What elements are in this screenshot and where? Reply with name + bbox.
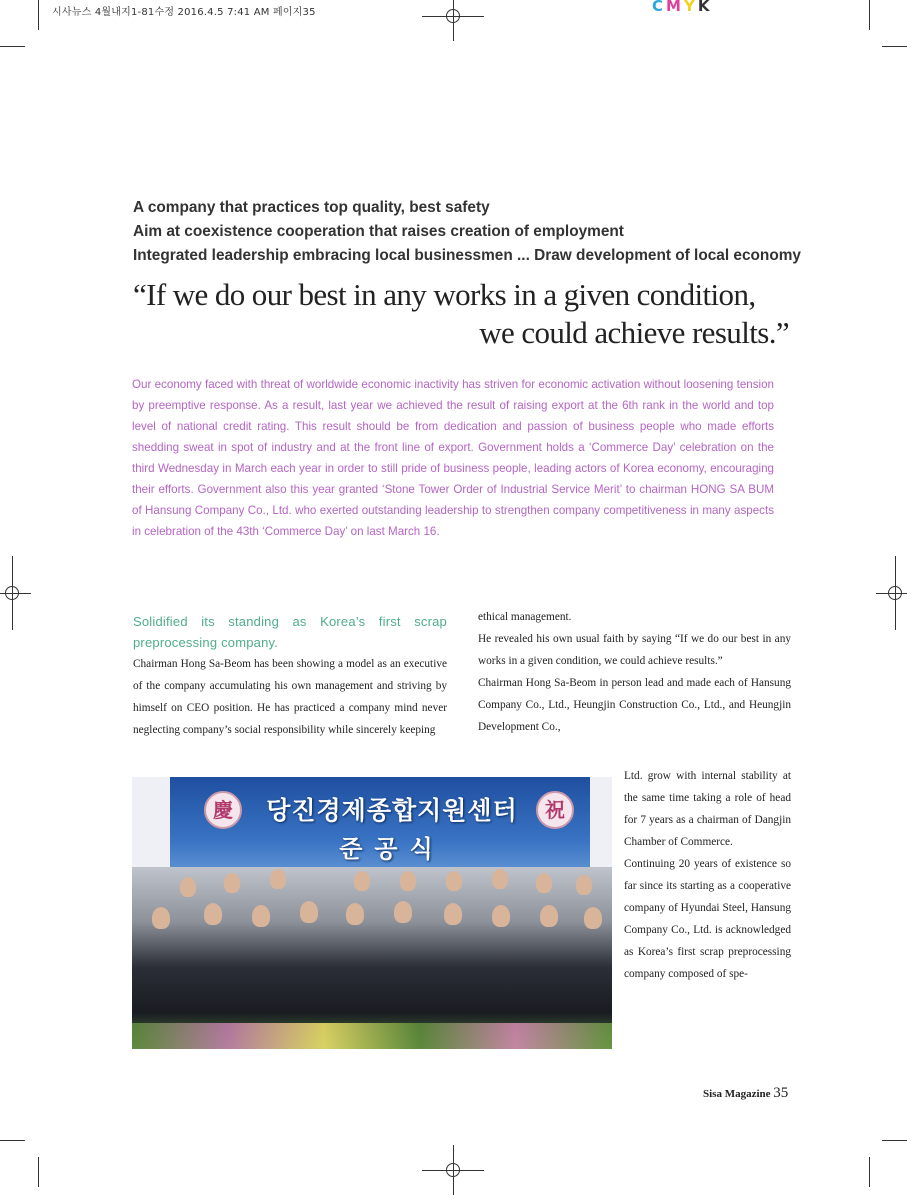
- attendee: [270, 869, 286, 889]
- body-column-right: [478, 606, 791, 738]
- attendee: [446, 871, 462, 891]
- attendee: [394, 901, 412, 923]
- crop-mark: [38, 0, 39, 30]
- registration-mark: [882, 580, 907, 606]
- body-paragraph: Ltd. grow with internal stability at the same time taking a role of head for 7 years as a chairman of Dangjin Chamber of Commerce.: [624, 770, 791, 848]
- cmyk-c: C: [652, 0, 667, 15]
- body-paragraph: ethical management.: [478, 611, 572, 623]
- attendee: [354, 871, 370, 891]
- body-paragraph: He revealed his own usual faith by saying “If we do our best in any works in a given condition, we could achieve results.”: [478, 633, 791, 667]
- magazine-name: Sisa Magazine: [703, 1088, 771, 1100]
- attendee: [540, 905, 558, 927]
- cmyk-label: [652, 0, 712, 15]
- page-number: 35: [773, 1085, 789, 1101]
- registration-mark: [440, 3, 466, 29]
- lede-paragraph: Our economy faced with threat of worldwide economic inactivity has striven for economic activation without loosening tension by preemptive response. As a result, last year we achieved the result of raising export at the 6th rank in the world and top level of national credit rating. This result should be from dedication and passion of business people who made efforts shedding sweat in spot of industry and at the front line of export. Government holds a ‘Commerce Day’ celebration on the third Wednesday in March each year in order to still pride of business people, leading actors of Korea economy, encouraging their efforts. Government also this year granted ‘Stone Tower Order of Industrial Service Merit’ to chairman HONG SA BUM of Hansung Company Co., Ltd. who exerted outstanding leadership to strengthen company competitiveness in many aspects in celebration of the 43th ‘Commerce Day’ on last March 16.: [132, 378, 774, 538]
- attendee: [536, 873, 552, 893]
- cmyk-m: M: [666, 0, 684, 15]
- banner-seal-right: 祝: [536, 791, 574, 829]
- attendee: [400, 871, 416, 891]
- crop-mark: [0, 1140, 25, 1141]
- subhead-line: A company that practices top quality, best safety: [133, 199, 490, 216]
- attendee: [180, 877, 196, 897]
- subhead-line: Aim at coexistence cooperation that raises creation of employment: [133, 223, 624, 240]
- banner-seal-left: 慶: [204, 791, 242, 829]
- attendee: [152, 907, 170, 929]
- crop-mark: [0, 46, 25, 47]
- body-paragraph: Chairman Hong Sa-Beom in person lead and made each of Hansung Company Co., Ltd., Heungjin Construction Co., Ltd., and Heungjin Development Co.,: [478, 677, 791, 733]
- crop-mark: [882, 1140, 907, 1141]
- subheads: [133, 196, 801, 268]
- print-slug: 시사뉴스 4월내지1-81수정 2016.4.5 7:41 AM 페이지35: [52, 7, 316, 18]
- crop-mark: [869, 1157, 870, 1187]
- attendee: [584, 907, 602, 929]
- headline-line-2: we could achieve results.”: [479, 315, 789, 350]
- attendee: [252, 905, 270, 927]
- attendee: [576, 875, 592, 895]
- registration-mark: [0, 580, 25, 606]
- crop-mark: [38, 1157, 39, 1187]
- body-paragraph: Chairman Hong Sa-Beom has been showing a model as an executive of the company accumulating his own management and striving by himself on CEO position. He has practiced a company mind never neglecting company’s social responsibility while sincerely keeping: [133, 658, 447, 736]
- subhead-line: Integrated leadership embracing local businessmen ... Draw development of local economy: [133, 247, 801, 264]
- crowd-of-attendees: [132, 867, 612, 1049]
- body-column-left: [133, 611, 447, 741]
- banner-title: 당진경제종합지원센터: [266, 796, 518, 825]
- attendee: [444, 903, 462, 925]
- headline-quote: [133, 276, 793, 352]
- cmyk-y: Y: [683, 0, 698, 15]
- crop-mark: [869, 0, 870, 30]
- flower-arrangement: [132, 1023, 612, 1049]
- body-paragraph: Continuing 20 years of existence so far since its starting as a cooperative company of Hyundai Steel, Hansung Company Co., Ltd. is acknowledged as Korea’s first scrap preprocessing company composed of spe-: [624, 858, 791, 980]
- registration-mark: [440, 1157, 466, 1183]
- attendee: [346, 903, 364, 925]
- attendee: [300, 901, 318, 923]
- section-heading: Solidified its standing as Korea’s first scrap preprocessing company.: [133, 614, 447, 650]
- headline-line-1: “If we do our best in any works in a given condition,: [133, 277, 756, 312]
- attendee: [492, 869, 508, 889]
- banner-subtitle: 준공식: [339, 835, 445, 863]
- group-photo: [132, 777, 612, 1049]
- attendee: [224, 873, 240, 893]
- body-column-narrow: [624, 765, 791, 985]
- cmyk-k: K: [697, 0, 713, 15]
- attendee: [492, 905, 510, 927]
- page-folio: [703, 1085, 788, 1102]
- crop-mark: [882, 46, 907, 47]
- attendee: [204, 903, 222, 925]
